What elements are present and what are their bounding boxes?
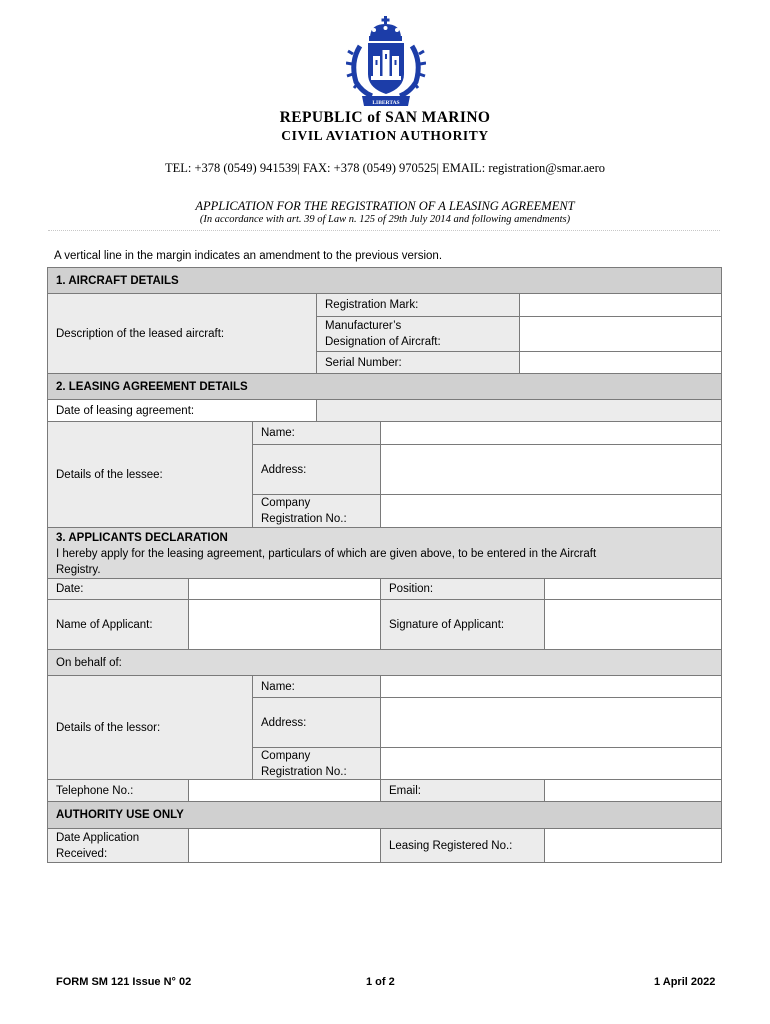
lessee-company-line2: Registration No.: [261, 513, 347, 525]
lessee-address-field[interactable] [381, 445, 721, 495]
contact-info: TEL: +378 (0549) 941539| FAX: +378 (0549) 970525| EMAIL: registration@smar.aero [164, 161, 606, 175]
date-received-line2: Received: [56, 847, 108, 860]
lessee-address-label: Address: [253, 445, 381, 495]
leasing-date-field[interactable] [317, 400, 721, 422]
crest-motto: LIBERTAS [372, 100, 400, 106]
amendment-note: A vertical line in the margin indicates an amendment to the previous version. [54, 250, 443, 262]
declaration-title: 3. APPLICANTS DECLARATION [56, 532, 228, 544]
application-title: APPLICATION FOR THE REGISTRATION OF A LEASING AGREEMENT [195, 199, 575, 213]
date-received-label [48, 829, 189, 862]
manufacturer-label-line1: Manufacturer’s [325, 320, 402, 332]
registration-mark-field[interactable] [520, 294, 721, 317]
manufacturer-designation-label [317, 317, 520, 352]
applicant-signature-label: Signature of Applicant: [381, 600, 545, 650]
applicant-name-label: Name of Applicant: [48, 600, 189, 650]
leasing-registered-label: Leasing Registered No.: [381, 829, 545, 862]
footer-form-number: FORM SM 121 Issue N° 02 [56, 976, 192, 988]
date-received-field[interactable] [189, 829, 381, 862]
date-field[interactable] [189, 579, 381, 600]
declaration-text-line1: I hereby apply for the leasing agreement, particulars of which are given above, to be entered in the Aircraft [56, 548, 597, 560]
email-field[interactable] [545, 780, 721, 802]
section-aircraft-details-header: 1. AIRCRAFT DETAILS [48, 268, 721, 294]
lessor-name-label: Name: [253, 676, 381, 698]
position-field[interactable] [545, 579, 721, 600]
date-received-line1: Date Application [56, 831, 140, 844]
lessee-company-reg-label [253, 495, 381, 528]
manufacturer-designation-field[interactable] [520, 317, 721, 352]
lessor-address-field[interactable] [381, 698, 721, 748]
footer-date: 1 April 2022 [654, 976, 716, 988]
republic-title: REPUBLIC of SAN MARINO [279, 109, 491, 126]
lessor-company-reg-label [253, 748, 381, 780]
lessor-company-line1: Company [261, 749, 311, 762]
lessee-company-reg-field[interactable] [381, 495, 721, 528]
lessor-company-line2: Registration No.: [261, 765, 347, 778]
application-form [47, 267, 722, 863]
serial-number-label: Serial Number: [317, 352, 520, 374]
lessor-details-label: Details of the lessor: [48, 676, 253, 780]
registration-mark-label: Registration Mark: [317, 294, 520, 317]
dotted-divider [48, 230, 720, 231]
leasing-registered-field[interactable] [545, 829, 721, 862]
on-behalf-of-row: On behalf of: [48, 650, 721, 676]
section-leasing-details-header: 2. LEASING AGREEMENT DETAILS [48, 374, 721, 400]
lessee-name-label: Name: [253, 422, 381, 445]
date-label: Date: [48, 579, 189, 600]
san-marino-crest-icon [346, 16, 426, 108]
lessee-details-label: Details of the lessee: [48, 422, 253, 528]
law-reference: (In accordance with art. 39 of Law n. 125 of 29th July 2014 and following amendments) [199, 214, 571, 225]
lessee-name-field[interactable] [381, 422, 721, 445]
lessee-company-line1: Company [261, 497, 311, 509]
lessor-company-reg-field[interactable] [381, 748, 721, 780]
declaration-text-line2: Registry. [56, 564, 101, 576]
lessor-name-field[interactable] [381, 676, 721, 698]
applicant-signature-field[interactable] [545, 600, 721, 650]
serial-number-field[interactable] [520, 352, 721, 374]
authority-title: CIVIL AVIATION AUTHORITY [281, 128, 489, 143]
section-declaration-header [48, 528, 721, 579]
telephone-label: Telephone No.: [48, 780, 189, 802]
applicant-name-field[interactable] [189, 600, 381, 650]
position-label: Position: [381, 579, 545, 600]
lessor-address-label: Address: [253, 698, 381, 748]
footer-page-number: 1 of 2 [366, 976, 395, 988]
authority-use-header: AUTHORITY USE ONLY [48, 802, 721, 829]
manufacturer-label-line2: Designation of Aircraft: [325, 336, 441, 348]
telephone-field[interactable] [189, 780, 381, 802]
email-label: Email: [381, 780, 545, 802]
leasing-date-label: Date of leasing agreement: [48, 400, 317, 422]
aircraft-description-label: Description of the leased aircraft: [48, 294, 317, 374]
